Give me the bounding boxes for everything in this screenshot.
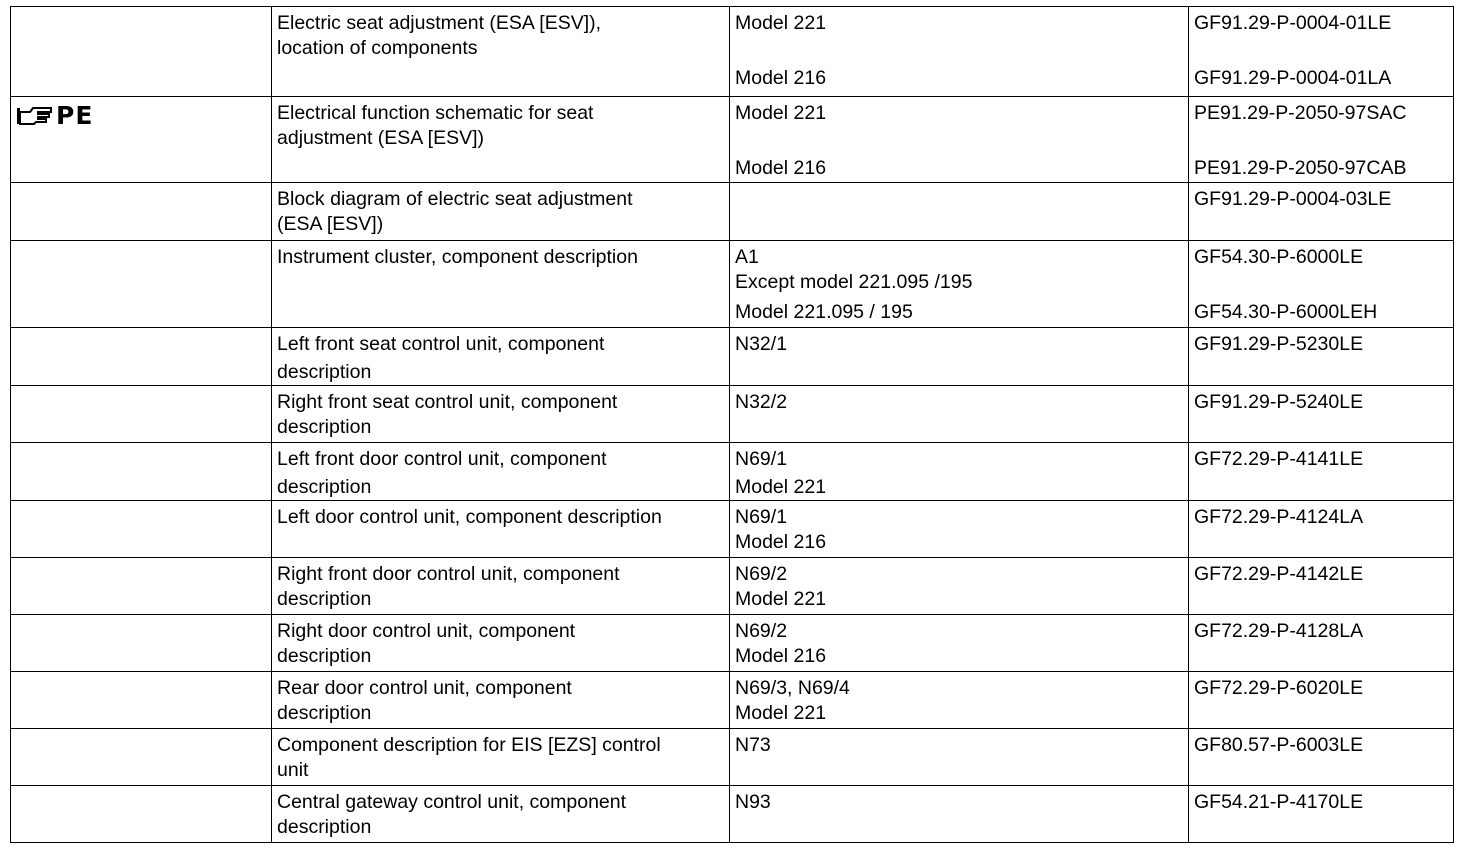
table-row — [11, 672, 1454, 729]
description-line: description — [277, 361, 372, 383]
reference-cell — [730, 729, 1189, 786]
document-cell — [1189, 386, 1454, 443]
document-link[interactable]: GF91.29-P-0004-01LA — [1194, 67, 1392, 89]
reference-cell — [730, 97, 1189, 183]
table-row — [11, 386, 1454, 443]
description-line: description — [277, 476, 372, 498]
reference-cell — [730, 672, 1189, 729]
table-row — [11, 97, 1454, 183]
reference-line: N69/3, N69/4 — [735, 677, 850, 699]
marker-cell — [11, 443, 272, 501]
pe-marker — [16, 103, 266, 129]
marker-cell — [11, 729, 272, 786]
description-line: location of components — [277, 37, 478, 59]
description-line: description — [277, 416, 372, 438]
document-link[interactable]: GF91.29-P-0004-01LE — [1194, 12, 1392, 34]
table-row — [11, 501, 1454, 558]
reference-cell — [730, 501, 1189, 558]
document-link[interactable]: GF72.29-P-4141LE — [1194, 448, 1364, 470]
table-row — [11, 241, 1454, 328]
reference-line: N32/1 — [735, 333, 788, 355]
description-cell — [272, 7, 730, 97]
description-line: Left front seat control unit, component — [277, 333, 605, 355]
description-line: description — [277, 702, 372, 724]
description-line: Central gateway control unit, component — [277, 791, 627, 813]
marker-cell — [11, 328, 272, 386]
reference-line: Model 216 — [735, 645, 827, 667]
description-line: Electrical function schematic for seat — [277, 102, 594, 124]
description-line: Right door control unit, component — [277, 620, 576, 642]
marker-cell — [11, 241, 272, 328]
table-row — [11, 558, 1454, 615]
document-link[interactable]: GF54.21-P-4170LE — [1194, 791, 1364, 813]
table-row — [11, 183, 1454, 241]
description-line: unit — [277, 759, 309, 781]
description-cell — [272, 241, 730, 328]
description-cell — [272, 729, 730, 786]
reference-line: Model 221 — [735, 476, 827, 498]
table-row — [11, 786, 1454, 843]
document-link[interactable]: GF54.30-P-6000LEH — [1194, 301, 1378, 323]
document-cell — [1189, 729, 1454, 786]
reference-line: Model 221 — [735, 588, 827, 610]
reference-cell — [730, 7, 1189, 97]
description-line: Rear door control unit, component — [277, 677, 572, 699]
description-cell — [272, 786, 730, 843]
description-line: Right front door control unit, component — [277, 563, 620, 585]
description-line: Electric seat adjustment (ESA [ESV]), — [277, 12, 602, 34]
reference-cell — [730, 386, 1189, 443]
description-line: description — [277, 588, 372, 610]
description-line: Instrument cluster, component description — [277, 246, 638, 268]
description-line: description — [277, 816, 372, 838]
document-cell — [1189, 328, 1454, 386]
marker-cell — [11, 386, 272, 443]
table-row — [11, 443, 1454, 501]
marker-cell — [11, 615, 272, 672]
document-link[interactable]: GF72.29-P-6020LE — [1194, 677, 1364, 699]
description-line: (ESA [ESV]) — [277, 213, 384, 235]
description-line: description — [277, 645, 372, 667]
document-link[interactable]: GF72.29-P-4128LA — [1194, 620, 1364, 642]
description-line: adjustment (ESA [ESV]) — [277, 127, 485, 149]
reference-line: N69/2 — [735, 620, 788, 642]
description-cell — [272, 328, 730, 386]
document-cell — [1189, 786, 1454, 843]
description-line: Component description for EIS [EZS] control — [277, 734, 661, 756]
table-row — [11, 729, 1454, 786]
reference-line: N93 — [735, 791, 771, 813]
reference-line: N32/2 — [735, 391, 788, 413]
table-row — [11, 615, 1454, 672]
pointing-hand-icon — [16, 106, 54, 126]
description-cell — [272, 386, 730, 443]
reference-cell — [730, 183, 1189, 241]
document-cell — [1189, 7, 1454, 97]
document-link[interactable]: PE91.29-P-2050-97CAB — [1194, 157, 1407, 179]
document-cell — [1189, 241, 1454, 328]
document-link[interactable]: GF72.29-P-4142LE — [1194, 563, 1364, 585]
reference-line: A1 — [735, 246, 759, 268]
marker-cell — [11, 97, 272, 183]
document-cell — [1189, 97, 1454, 183]
reference-line: Model 216 — [735, 67, 827, 89]
document-link[interactable]: PE91.29-P-2050-97SAC — [1194, 102, 1407, 124]
document-cell — [1189, 558, 1454, 615]
document-cell — [1189, 672, 1454, 729]
reference-line: N73 — [735, 734, 771, 756]
reference-line: N69/2 — [735, 563, 788, 585]
description-line: Right front seat control unit, component — [277, 391, 618, 413]
reference-cell — [730, 615, 1189, 672]
document-link[interactable]: GF91.29-P-5230LE — [1194, 333, 1364, 355]
reference-line: Except model 221.095 /195 — [735, 271, 973, 293]
reference-cell — [730, 558, 1189, 615]
description-cell — [272, 672, 730, 729]
reference-line: N69/1 — [735, 506, 788, 528]
document-link[interactable]: GF80.57-P-6003LE — [1194, 734, 1364, 756]
reference-line: Model 216 — [735, 157, 827, 179]
reference-line: Model 221 — [735, 702, 827, 724]
description-line: Left front door control unit, component — [277, 448, 607, 470]
document-link[interactable]: GF91.29-P-0004-03LE — [1194, 188, 1392, 210]
marker-cell — [11, 672, 272, 729]
document-cell — [1189, 615, 1454, 672]
document-reference-table — [10, 6, 1454, 843]
table-row — [11, 328, 1454, 386]
description-cell — [272, 183, 730, 241]
reference-line: Model 221 — [735, 102, 827, 124]
table-row — [11, 7, 1454, 97]
description-cell — [272, 443, 730, 501]
document-cell — [1189, 443, 1454, 501]
reference-line: Model 221.095 / 195 — [735, 301, 913, 323]
pe-marker-label: PE — [56, 101, 94, 130]
marker-cell — [11, 501, 272, 558]
marker-cell — [11, 183, 272, 241]
document-link[interactable]: GF91.29-P-5240LE — [1194, 391, 1364, 413]
description-cell — [272, 97, 730, 183]
description-cell — [272, 501, 730, 558]
reference-line: Model 221 — [735, 12, 827, 34]
reference-cell — [730, 328, 1189, 386]
document-link[interactable]: GF54.30-P-6000LE — [1194, 246, 1364, 268]
marker-cell — [11, 7, 272, 97]
reference-cell — [730, 241, 1189, 328]
document-cell — [1189, 501, 1454, 558]
marker-cell — [11, 558, 272, 615]
description-line: Left door control unit, component description — [277, 506, 662, 528]
description-cell — [272, 558, 730, 615]
document-cell — [1189, 183, 1454, 241]
marker-cell — [11, 786, 272, 843]
document-link[interactable]: GF72.29-P-4124LA — [1194, 506, 1364, 528]
reference-line: Model 216 — [735, 531, 827, 553]
description-cell — [272, 615, 730, 672]
description-line: Block diagram of electric seat adjustment — [277, 188, 633, 210]
reference-cell — [730, 786, 1189, 843]
reference-line: N69/1 — [735, 448, 788, 470]
reference-cell — [730, 443, 1189, 501]
